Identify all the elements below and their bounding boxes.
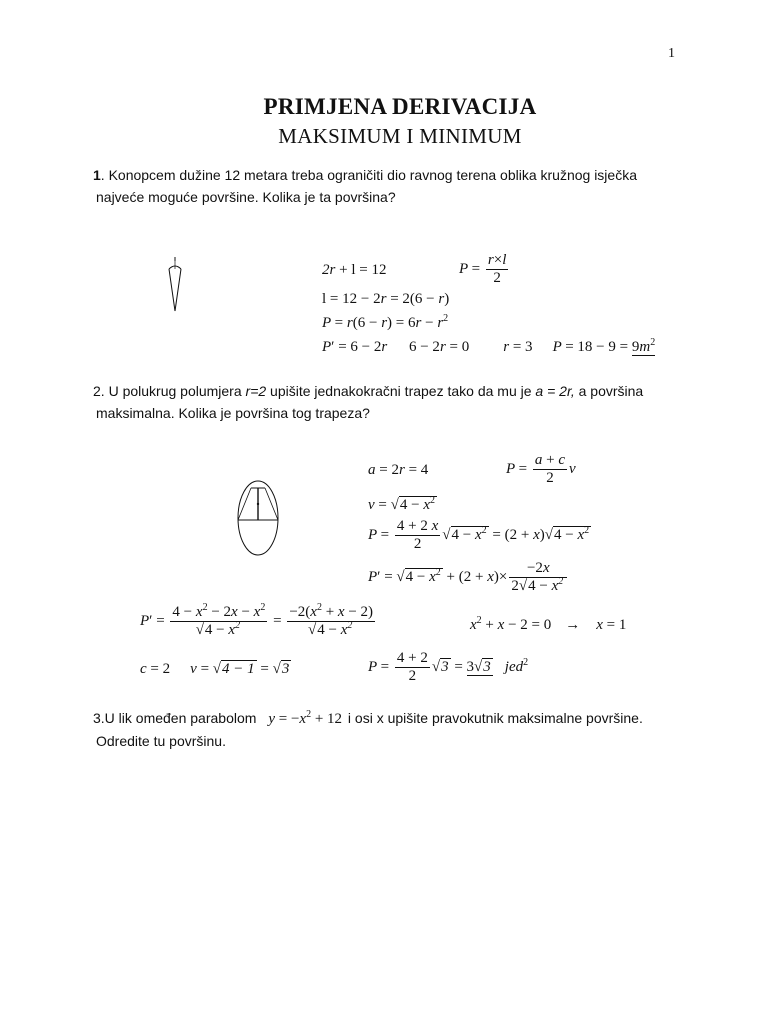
eq-derivative-2: $P' = √4 - x^2 + (2 + x)\times$ $\frac{-2x}{2√4 - x^2}$ bbox=[368, 560, 569, 595]
trapezoid-figure bbox=[234, 476, 282, 560]
problem-3-text: 3.U lik omeđen parabolom $y = -x^2 + 12$ i osi x upišite pravokutnik maksimalne površine. Odredite tu površinu. bbox=[93, 709, 643, 749]
eq-l: l = 12 − 2r = 2(6 − r) bbox=[322, 291, 450, 307]
eq-derivative-1: P′ = 6 − 2r 6 − 2r = 0 r = 3 $P = 18 - 9 = 9m^2$ bbox=[322, 337, 656, 355]
problem-1-line-2: najveće moguće površine. Kolika je ta površina? bbox=[96, 189, 396, 205]
eq-a: a = 2r = 4 bbox=[368, 462, 429, 478]
eq-p-x: P = $\frac{4 + 2 x}{2}$ $√4 - x^2 = (2 + x)√4 - x^2$ bbox=[368, 518, 590, 552]
problem-2-line-2: maksimalna. Kolika je površina tog trapeza? bbox=[96, 405, 370, 421]
problem-2-text: 2. U polukrug polumjera r=2 upišite jednakokračni trapez tako da mu je a = 2r, a površina maksimalna. Kolika je površina tog trapeza? bbox=[93, 383, 644, 421]
eq-area-formula: P = $\frac{r\times l}{2}$ bbox=[459, 252, 507, 286]
problem-1-text bbox=[93, 164, 693, 208]
eq-c-v: c = 2 v = √4 − 1 = √3 bbox=[140, 661, 290, 677]
page-subtitle: MAKSIMUM I MINIMUM bbox=[278, 124, 522, 148]
problem-1-line-1: . Konopcem dužine 12 metara treba ograničiti dio ravnog terena oblika kružnog isječka bbox=[100, 167, 637, 183]
eq-trapezoid-area: P = $\frac{a + c}{2}$ v bbox=[506, 452, 576, 486]
eq-p-r: $P = r(6 - r) = 6r - r^2$ bbox=[322, 313, 449, 331]
page-title: PRIMJENA DERIVACIJA bbox=[263, 94, 537, 119]
eq-perimeter: 2r + l = 12 bbox=[322, 262, 387, 278]
problem-3-line-2: Odredite tu površinu. bbox=[96, 733, 226, 749]
eq-quadratic: $x^2 + x - 2 = 0 \to x = 1$ bbox=[470, 615, 627, 633]
page-number: 1 bbox=[668, 46, 675, 61]
eq-v: $v = √4 - x^2$ bbox=[368, 495, 436, 513]
r-value: r=2 bbox=[245, 383, 267, 399]
sector-figure bbox=[160, 255, 190, 317]
eq-area-result: P = $\frac{4 + 2}{2}$ √3 = 3√3 jed$^2$ bbox=[368, 650, 529, 684]
problem-1-number: 1 bbox=[93, 167, 101, 183]
eq-derivative-simplified: P′ = $\frac{4 - x^2 - 2x - x^2}{√4 - x^2}$ = $\frac{-2(x^2 + x - 2)}{√4 - x^2}$ bbox=[140, 602, 374, 638]
parabola-eq: $y = -x^2 + 12$ bbox=[268, 709, 343, 727]
a-value: a = 2r, bbox=[535, 383, 575, 399]
